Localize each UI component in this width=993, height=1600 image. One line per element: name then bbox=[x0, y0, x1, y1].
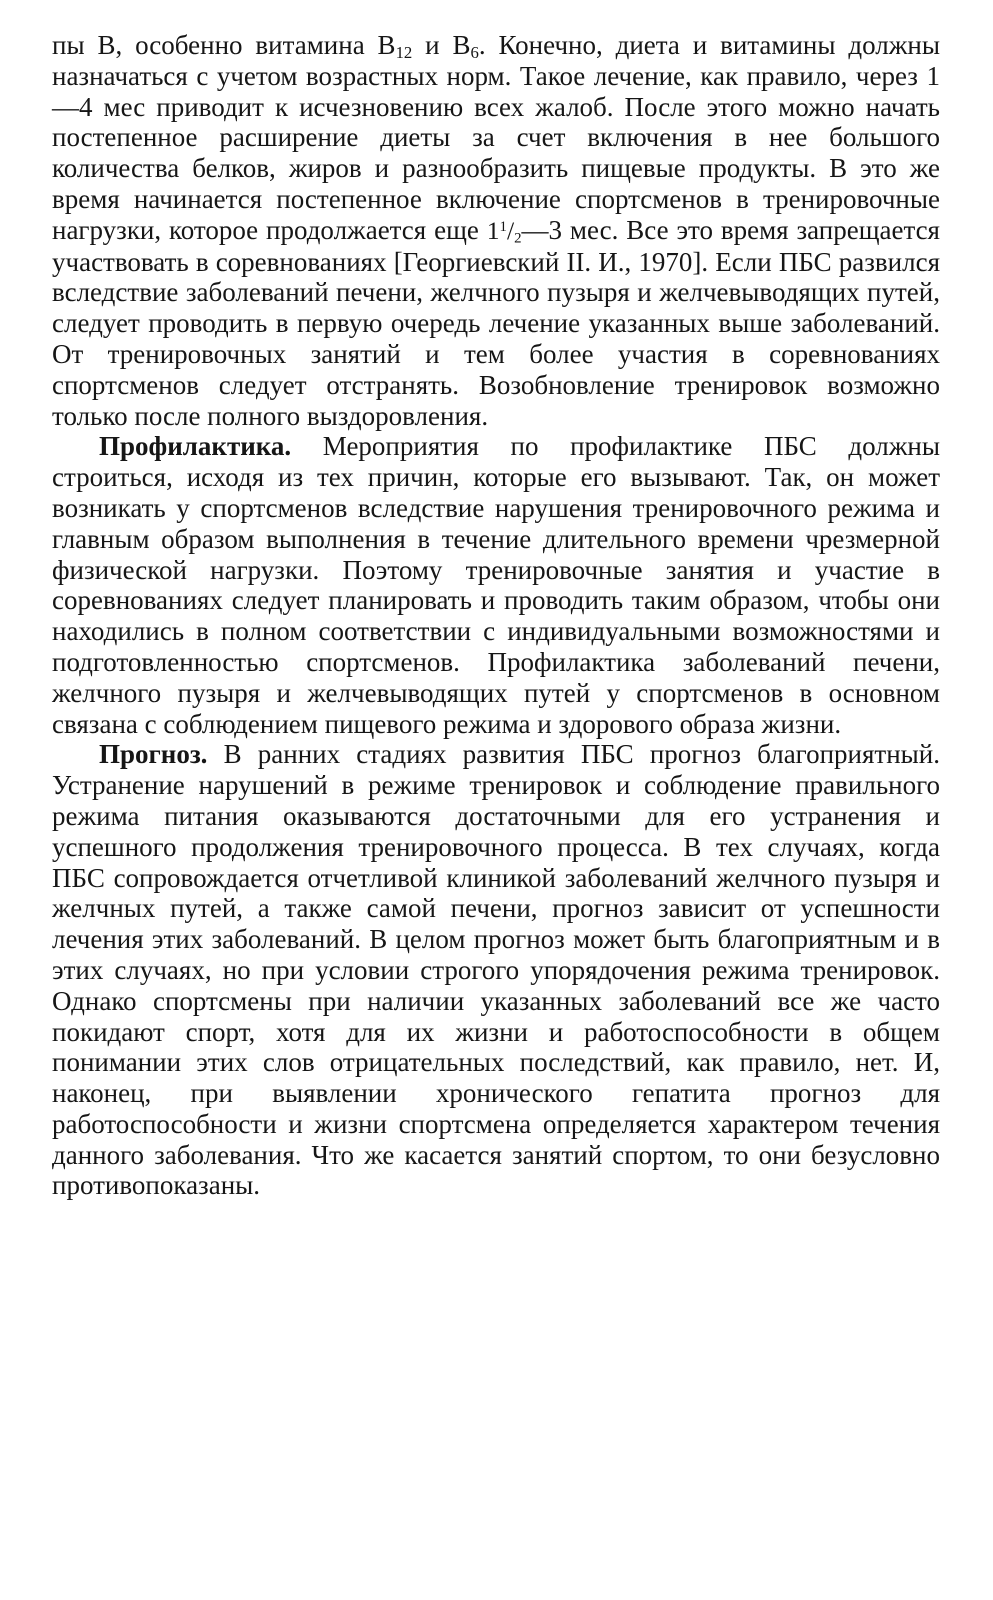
subscript-b6: 6 bbox=[470, 43, 479, 63]
paragraph-treatment-continued bbox=[52, 30, 940, 431]
paragraph-body: Мероприятия по профилактике ПБС должны строиться, исходя из тех причин, которые его вызывают. Так, он может возникать у спортсменов вследствие нарушения тренировочного режима и главным образом выполнения в течение длительного времени чрезмерной физической нагрузки. Поэтому тренировочные занятия и участие в соревнованиях следует планировать и проводить таким образом, чтобы они находились в полном соответствии с индивидуальными возможностями и подготовленностью спортсменов. Профилактика заболеваний печени, желчного пузыря и желчевыводящих путей у спортсменов в основном связана с соблюдением пищевого режима и здорового образа жизни. bbox=[52, 431, 940, 739]
section-heading-prognosis: Прогноз. bbox=[99, 739, 208, 770]
paragraph-prevention bbox=[52, 431, 940, 739]
paragraph-prognosis bbox=[52, 739, 940, 1201]
fraction-numerator: 1 bbox=[499, 218, 507, 235]
paragraph-body: В ранних стадиях развития ПБС прогноз благоприятный. Устранение нарушений в режиме тренировок и соблюдение правильного режима питания оказываются достаточными для его устранения и успешного продолжения тренировочного процесса. В тех случаях, когда ПБС сопровождается отчетливой клиникой заболеваний желчного пузыря и желчных путей, а также самой печени, прогноз зависит от успешности лечения этих заболеваний. В целом прогноз может быть благоприятным и в этих случаях, но при условии строгого упорядочения режима тренировок. Однако спортсмены при наличии указанных заболеваний все же часто покидают спорт, хотя для их жизни и работоспособности в общем понимании этих слов отрицательных последствий, как правило, нет. И, наконец, при выявлении хронического гепатита прогноз для работоспособности и жизни спортсмена определяется характером течения данного заболевания. Что же касается занятий спортом, то они безусловно противопоказаны. bbox=[52, 739, 940, 1201]
fraction-denominator: 2 bbox=[514, 230, 522, 247]
document-page bbox=[52, 30, 940, 1201]
fraction-whole: 1 bbox=[486, 215, 500, 245]
section-heading-prevention: Профилактика. bbox=[99, 431, 292, 462]
text-run: пы В, особенно витамина В bbox=[52, 30, 396, 60]
fraction-one-and-half: $1^1/_2$ bbox=[486, 215, 522, 247]
text-run: и В bbox=[412, 30, 471, 60]
text-run: . Конечно, диета и витамины должны назначаться с учетом возрастных норм. Такое лечение, как правило, через 1—4 мес приводит к исчезновению всех жалоб. После этого можно начать постепенное расширение диеты за счет включения в нее большого количества белков, жиров и разнообразить пищевые продукты. В это же время начинается постепенное включение спортсменов в тренировочные нагрузки, которое продолжается еще bbox=[52, 30, 940, 245]
subscript-b12: 12 bbox=[395, 43, 413, 63]
text-run: —3 мес. Все это время запрещается участвовать в соревнованиях [Георгиевский II. И., 1970]. Если ПБС развился вследствие заболеваний печени, желчного пузыря и желчевыводящих путей, следует проводить в первую очередь лечение указанных выше заболеваний. От тренировочных занятий и тем более участия в соревнованиях спортсменов следует отстранять. Возобновление тренировок возможно только после полного выздоровления. bbox=[52, 214, 940, 431]
